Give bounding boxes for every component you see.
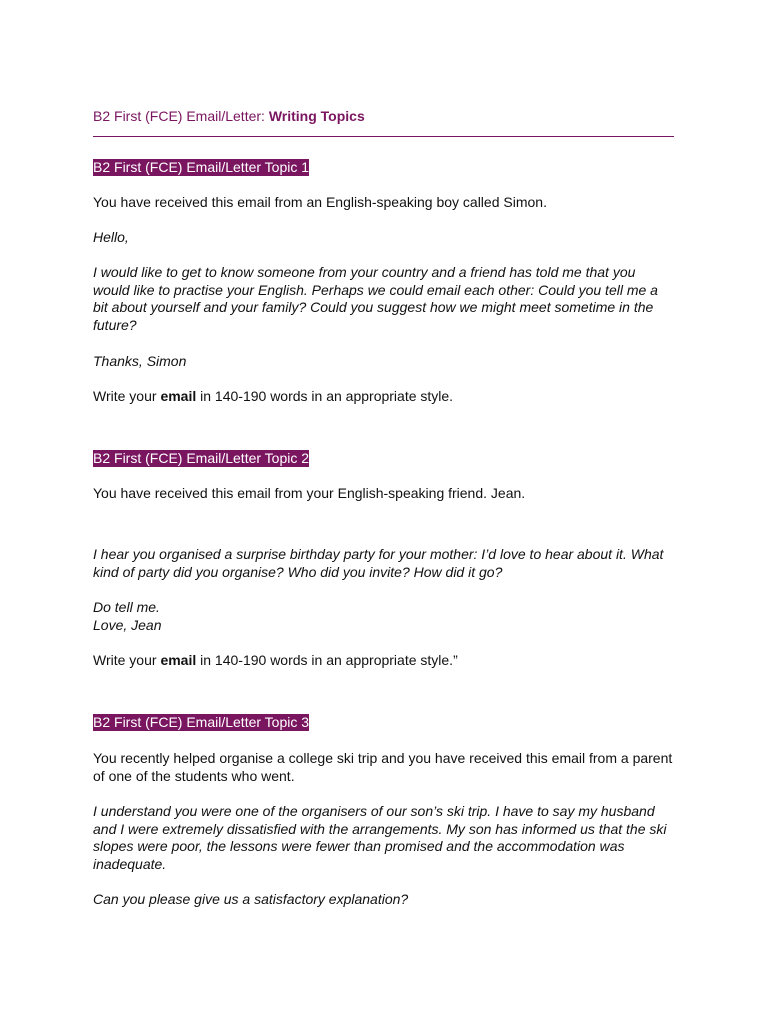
topic-2-title: B2 First (FCE) Email/Letter Topic 2 <box>93 450 310 466</box>
header-divider <box>93 136 674 137</box>
topic-2-email-body: I hear you organised a surprise birthday party for your mother: I’d love to hear about it. What kind of party did you organise? Who did you invite? How did it go? <box>93 546 664 580</box>
topic-3-heading-block <box>93 714 674 732</box>
topic-1-task <box>93 388 674 406</box>
topic-2-intro: You have received this email from your English-speaking friend. Jean. <box>93 485 526 501</box>
topic-2-intro-block <box>93 485 674 503</box>
topic-2-task-bold: email <box>160 652 197 668</box>
page-title <box>93 108 674 125</box>
topic-3-title: B2 First (FCE) Email/Letter Topic 3 <box>93 714 310 730</box>
page-title-emphasis: Writing Topics <box>268 108 365 124</box>
topic-3-body-block <box>93 803 674 874</box>
topic-2-task-before: Write your <box>93 652 161 668</box>
page-title-prefix: B2 First (FCE) Email/Letter: <box>93 108 269 124</box>
topic-3-closing: Can you please give us a satisfactory explanation? <box>93 891 409 907</box>
topic-1-signoff-block <box>93 353 674 371</box>
topic-1-task-bold: email <box>160 388 197 404</box>
topic-2-signoff-line-1: Do tell me. <box>93 599 160 615</box>
topic-3-intro-block <box>93 750 674 785</box>
topic-1-intro-block <box>93 194 674 212</box>
topic-1-intro: You have received this email from an English-speaking boy called Simon. <box>93 194 547 210</box>
topic-2-task-after: in 140-190 words in an appropriate style.” <box>196 652 458 668</box>
topic-2-signoff-block <box>93 599 674 634</box>
topic-3-email-body: I understand you were one of the organisers of our son’s ski trip. I have to say my husband and I were extremely dissatisfied with the arrangements. My son has informed us that the ski slopes were poor, the lessons were fewer than promised and the accommodation was inadequate. <box>93 803 667 873</box>
topic-1-signoff: Thanks, Simon <box>93 353 187 369</box>
topic-1-task-after: in 140-190 words in an appropriate style. <box>196 388 454 404</box>
topic-2-task-block <box>93 652 674 670</box>
topic-3-closing-block <box>93 891 674 909</box>
topic-2-task <box>93 652 674 670</box>
topic-2-signoff-line-2: Love, Jean <box>93 616 162 633</box>
topic-1-heading-block <box>93 159 674 177</box>
topic-1-email-body: I would like to get to know someone from your country and a friend has told me that you would like to practise your English. Perhaps we could email each other: Could you tell me a bit about yourself and your family? Could you suggest how we might meet sometime in the future? <box>93 264 658 334</box>
topic-1-task-block <box>93 388 674 406</box>
topic-1-title: B2 First (FCE) Email/Letter Topic 1 <box>93 159 310 175</box>
topic-2-body-block <box>93 546 674 581</box>
topic-1-greeting: Hello, <box>93 229 129 245</box>
topic-3-intro: You recently helped organise a college ski trip and you have received this email from a parent of one of the students who went. <box>93 750 673 784</box>
topic-2-heading-block <box>93 450 674 468</box>
topic-1-body-block <box>93 264 674 335</box>
topic-1-greeting-block <box>93 229 674 247</box>
topic-1-task-before: Write your <box>93 388 161 404</box>
